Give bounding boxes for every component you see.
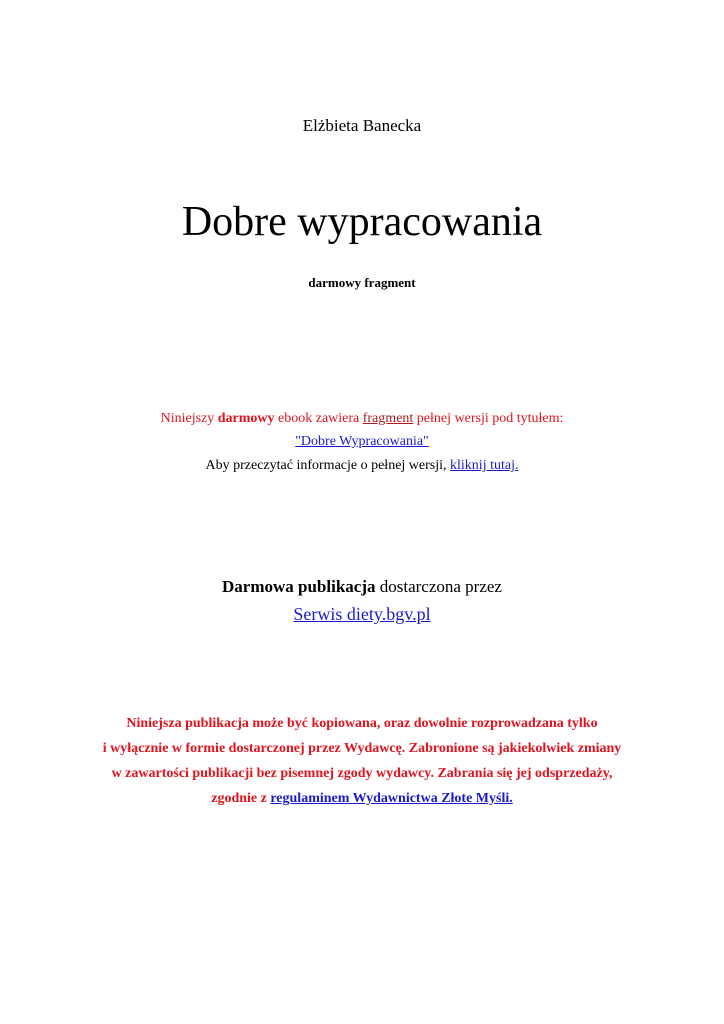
full-version-title-link[interactable]: "Dobre Wypracowania" xyxy=(295,434,429,449)
full-title-line xyxy=(0,434,724,450)
notice-free-word: darmowy xyxy=(217,411,275,426)
notice-text-3: pełnej wersji pod tytułem: xyxy=(413,411,564,426)
fragment-link[interactable]: fragment xyxy=(362,411,414,426)
book-title: Dobre wypracowania xyxy=(181,199,543,245)
read-more-line xyxy=(0,458,724,474)
read-more-text: Aby przeczytać informacje o pełnej wersji, xyxy=(205,458,451,473)
publication-text: dostarczona przez xyxy=(375,577,502,596)
legal-line-3: w zawartości publikacji bez pisemnej zgody wydawcy. Zabrania się jej odsprzedaży, xyxy=(111,766,613,781)
publication-credit xyxy=(0,577,724,597)
notice-text-1: Niniejszy xyxy=(160,411,218,426)
legal-line-2: i wyłącznie w formie dostarczonej przez Wydawcę. Zabronione są jakiekolwiek zmiany xyxy=(102,741,622,756)
provider-link[interactable]: Serwis diety.bgv.pl xyxy=(293,604,431,624)
author-name: Elżbieta Banecka xyxy=(302,116,422,135)
click-here-link[interactable]: kliknij tutaj. xyxy=(450,458,519,473)
free-ebook-notice xyxy=(0,411,724,427)
book-subtitle: darmowy fragment xyxy=(308,275,416,290)
legal-line-4-text: zgodnie z xyxy=(211,791,271,806)
legal-line-1: Niniejsza publikacja może być kopiowana, oraz dowolnie rozprowadzana tylko xyxy=(126,716,598,731)
legal-line-4 xyxy=(0,791,724,807)
provider-line xyxy=(0,604,724,625)
publication-bold: Darmowa publikacja xyxy=(222,577,376,596)
notice-text-2: ebook zawiera xyxy=(274,411,363,426)
regulations-link[interactable]: regulaminem Wydawnictwa Złote Myśli. xyxy=(270,791,513,806)
